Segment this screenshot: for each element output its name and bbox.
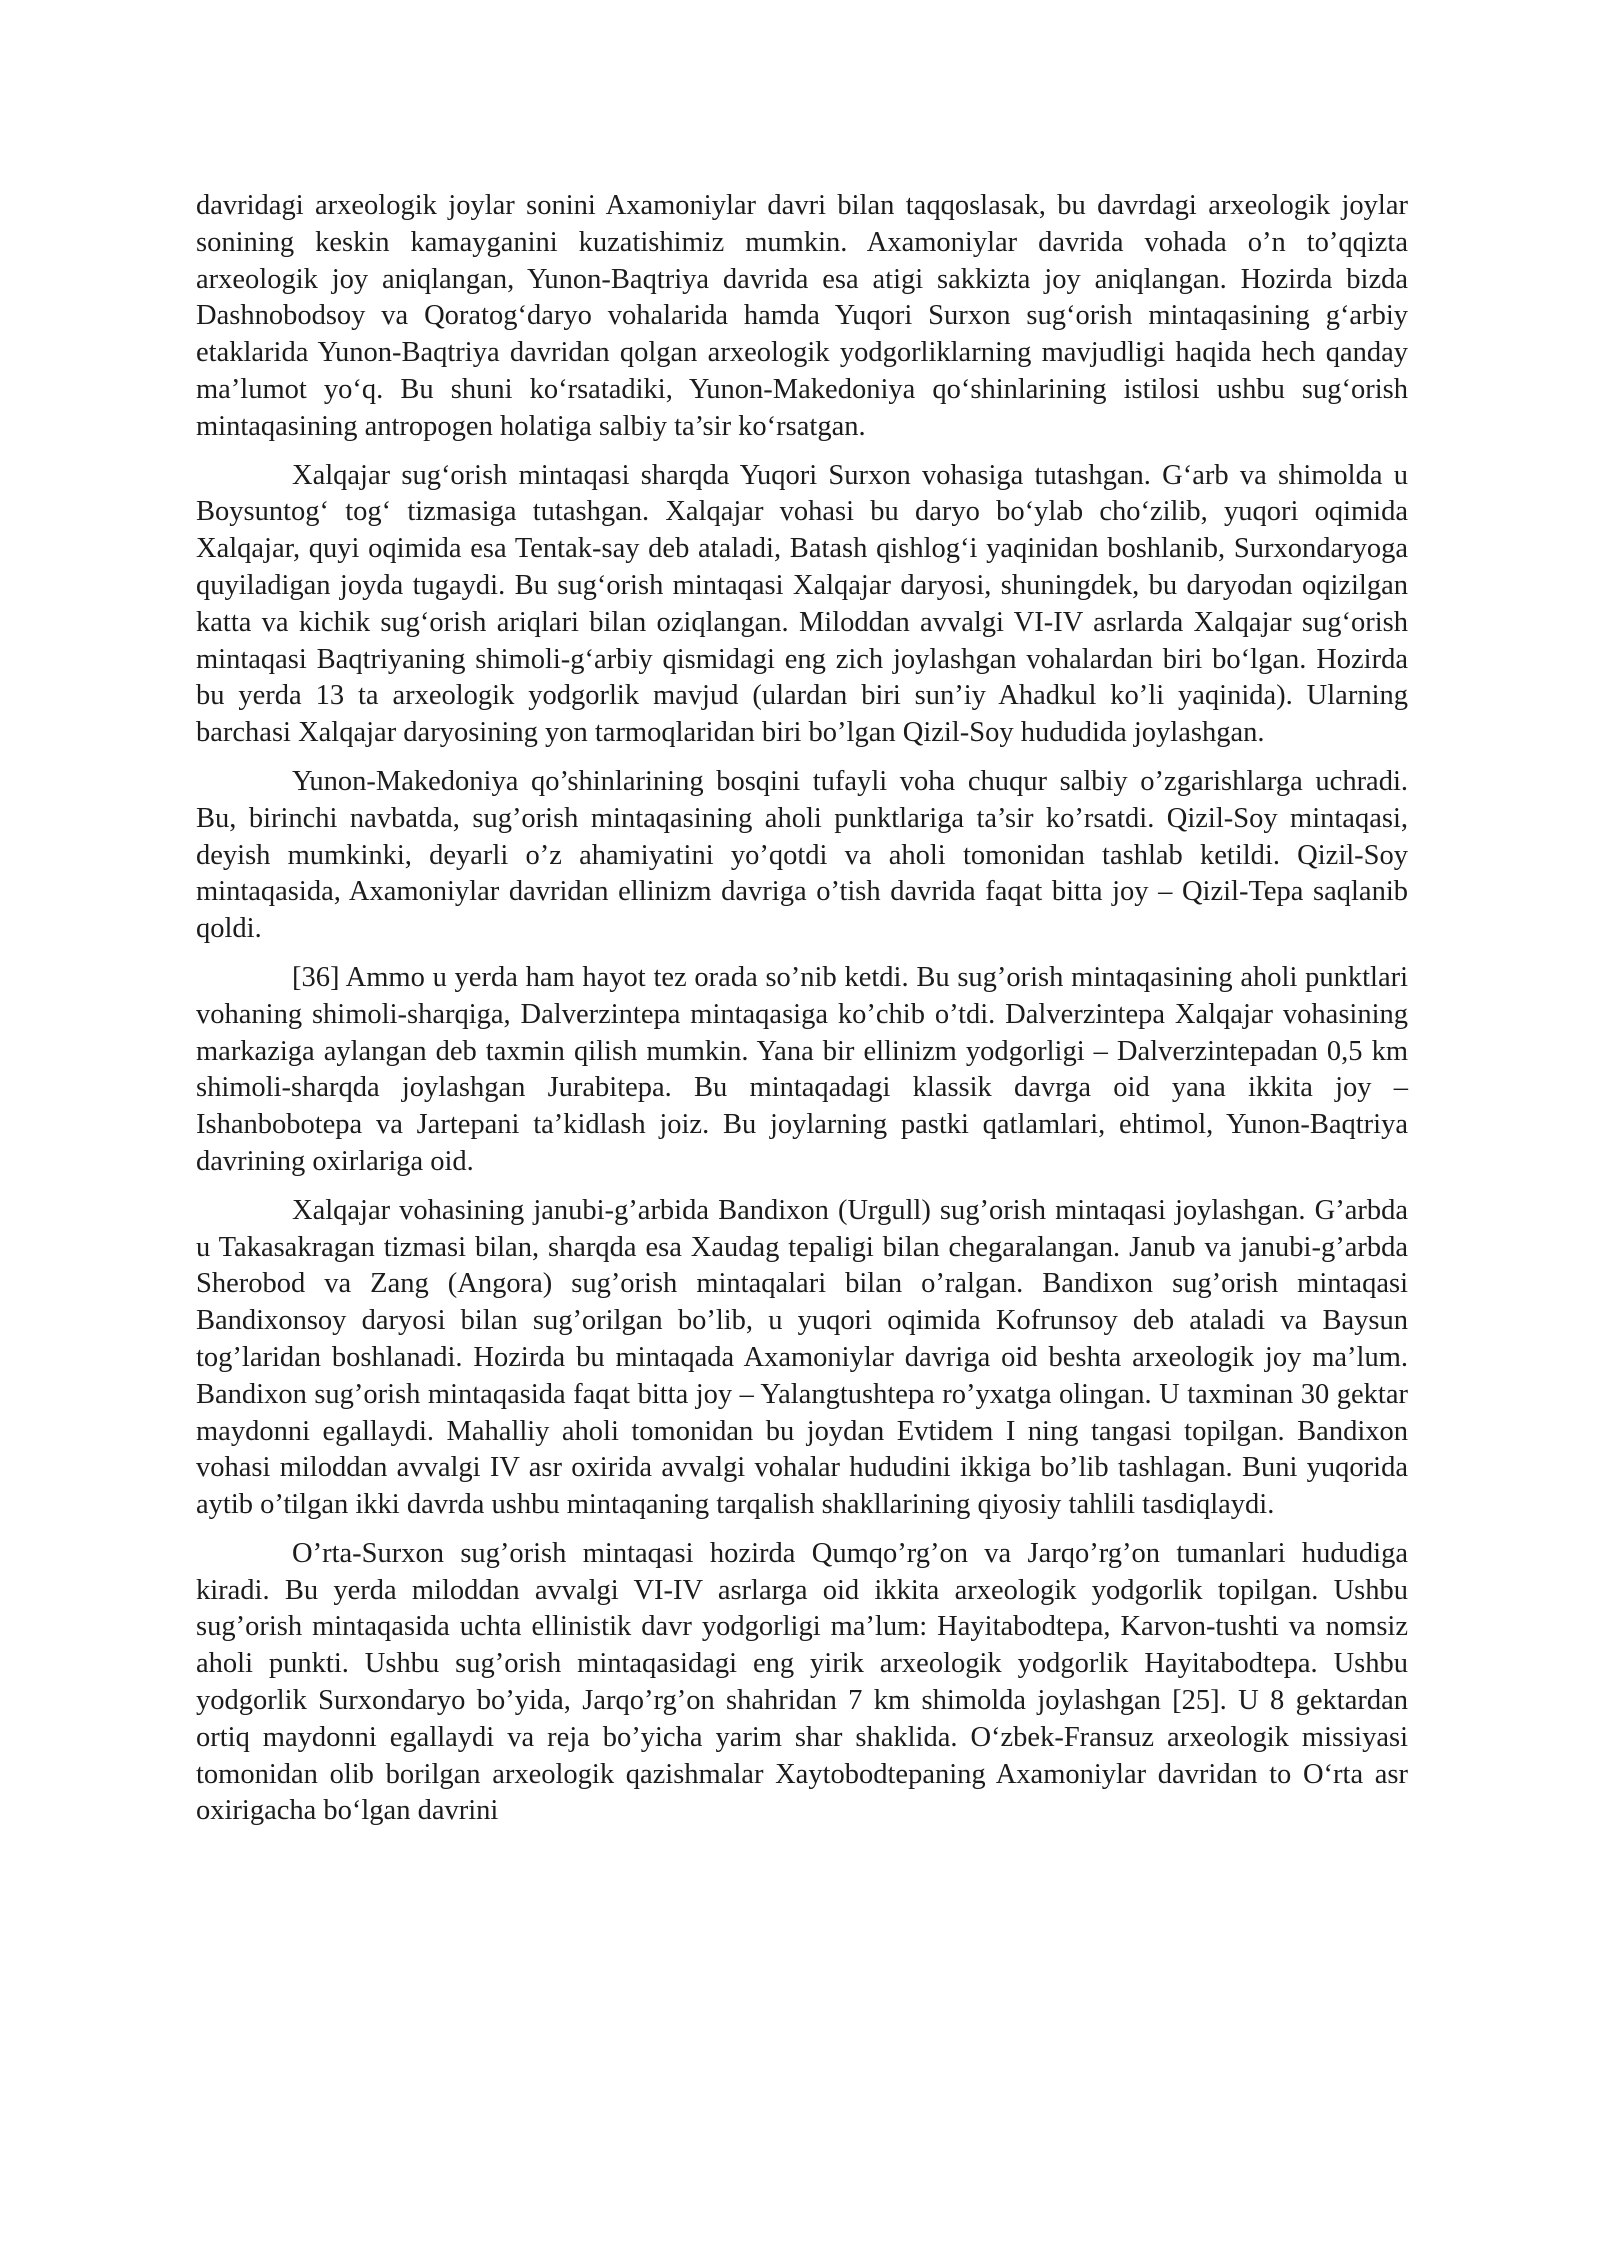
- document-body: [196, 188, 1408, 1830]
- paragraph-xalqajar-region: Xalqajar sug‘orish mintaqasi sharqda Yuqori Surxon vohasiga tutashgan. G‘arb va shimolda u Boysuntog‘ tog‘ tizmasiga tutashgan. Xalqajar vohasi bu daryo bo‘ylab cho‘zilib, yuqori oqimida Xalqajar, quyi oqimida esa Tentak-say deb ataladi, Batash qishlog‘i yaqinidan boshlanib, Surxondaryoga quyiladigan joyda tugaydi. Bu sug‘orish mintaqasi Xalqajar daryosi, shuningdek, bu daryodan oqizilgan katta va kichik sug‘orish ariqlari bilan oziqlangan. Miloddan avvalgi VI-IV asrlarda Xalqajar sug‘orish mintaqasi Baqtriyaning shimoli-g‘arbiy qismidagi eng zich joylashgan vohalardan biri bo‘lgan. Hozirda bu yerda 13 ta arxeologik yodgorlik mavjud (ulardan biri sun’iy Ahadkul ko’li yaqinida). Ularning barchasi Xalqajar daryosining yon tarmoqlaridan biri bo’lgan Qizil-Soy hududida joylashgan.: [196, 459, 1408, 749]
- paragraph-continuation: davridagi arxeologik joylar sonini Axamoniylar davri bilan taqqoslasak, bu davrdagi arxeologik joylar sonining keskin kamayganini kuzatishimiz mumkin. Axamoniylar davrida vohada o’n to’qqizta arxeologik joy aniqlangan, Yunon-Baqtriya davrida esa atigi sakkizta joy aniqlangan. Hozirda bizda Dashnobodsoy va Qoratog‘daryo vohalarida hamda Yuqori Surxon sug‘orish mintaqasining g‘arbiy etaklarida Yunon-Baqtriya davridan qolgan arxeologik yodgorliklarning mavjudligi haqida hech qanday ma’lumot yo‘q. Bu shuni ko‘rsatadiki, Yunon-Makedoniya qo‘shinlarining istilosi ushbu sug‘orish mintaqasining antropogen holatiga salbiy ta’sir ko‘rsatgan.: [196, 190, 1408, 442]
- paragraph-orta-surxon-region: O’rta-Surxon sug’orish mintaqasi hozirda Qumqo’rg’on va Jarqo’rg’on tumanlari hududiga kiradi. Bu yerda miloddan avvalgi VI-IV asrlarga oid ikkita arxeologik yodgorlik topilgan. Ushbu sug’orish mintaqasida uchta ellinistik davr yodgorligi ma’lum: Hayitabodtepa, Karvon-tushti va nomsiz aholi punkti. Ushbu sug’orish mintaqasidagi eng yirik arxeologik yodgorlik Hayitabodtepa. Ushbu yodgorlik Surxondaryo bo’yida, Jarqo’rg’on shahridan 7 km shimolda joylashgan [25]. U 8 gektardan ortiq maydonni egallaydi va reja bo’yicha yarim shar shaklida. O‘zbek-Fransuz arxeologik missiyasi tomonidan olib borilgan arxeologik qazishmalar Xaytobodtepaning Axamoniylar davridan to O‘rta asr oxirigacha bo‘lgan davrini: [196, 1537, 1408, 1827]
- paragraph-dalverzintepa: [36] Ammo u yerda ham hayot tez orada so’nib ketdi. Bu sug’orish mintaqasining aholi punktlari vohaning shimoli-sharqiga, Dalverzintepa mintaqasiga ko’chib o’tdi. Dalverzintepa Xalqajar vohasining markaziga aylangan deb taxmin qilish mumkin. Yana bir ellinizm yodgorligi – Dalverzintepadan 0,5 km shimoli-sharqda joylashgan Jurabitepa. Bu mintaqadagi klassik davrga oid yana ikkita joy – Ishanbobotepa va Jartepani ta’kidlash joiz. Bu joylarning pastki qatlamlari, ehtimol, Yunon-Baqtriya davrining oxirlariga oid.: [196, 961, 1408, 1177]
- paragraph-macedonian-invasion: Yunon-Makedoniya qo’shinlarining bosqini tufayli voha chuqur salbiy o’zgarishlarga uchradi. Bu, birinchi navbatda, sug’orish mintaqasining aholi punktlariga ta’sir ko’rsatdi. Qizil-Soy mintaqasi, deyish mumkinki, deyarli o’z ahamiyatini yo’qotdi va aholi tomonidan tashlab ketildi. Qizil-Soy mintaqasida, Axamoniylar davridan ellinizm davriga o’tish davrida faqat bitta joy – Qizil-Tepa saqlanib qoldi.: [196, 765, 1408, 945]
- paragraph-bandixon-region: Xalqajar vohasining janubi-g’arbida Bandixon (Urgull) sug’orish mintaqasi joylashgan. G’arbda u Takasakragan tizmasi bilan, sharqda esa Xaudag tepaligi bilan chegaralangan. Janub va janubi-g’arbda Sherobod va Zang (Angora) sug’orish mintaqalari bilan o’ralgan. Bandixon sug’orish mintaqasi Bandixonsoy daryosi bilan sug’orilgan bo’lib, u yuqori oqimida Kofrunsoy deb ataladi va Baysun tog’laridan boshlanadi. Hozirda bu mintaqada Axamoniylar davriga oid beshta arxeologik joy ma’lum. Bandixon sug’orish mintaqasida faqat bitta joy – Yalangtushtepa ro’yxatga olingan. U taxminan 30 gektar maydonni egallaydi. Mahalliy aholi tomonidan bu joydan Evtidem I ning tangasi topilgan. Bandixon vohasi miloddan avvalgi IV asr oxirida avvalgi vohalar hududini ikkiga bo’lib tashlagan. Buni yuqorida aytib o’tilgan ikki davrda ushbu mintaqaning tarqalish shakllarining qiyosiy tahlili tasdiqlaydi.: [196, 1194, 1408, 1521]
